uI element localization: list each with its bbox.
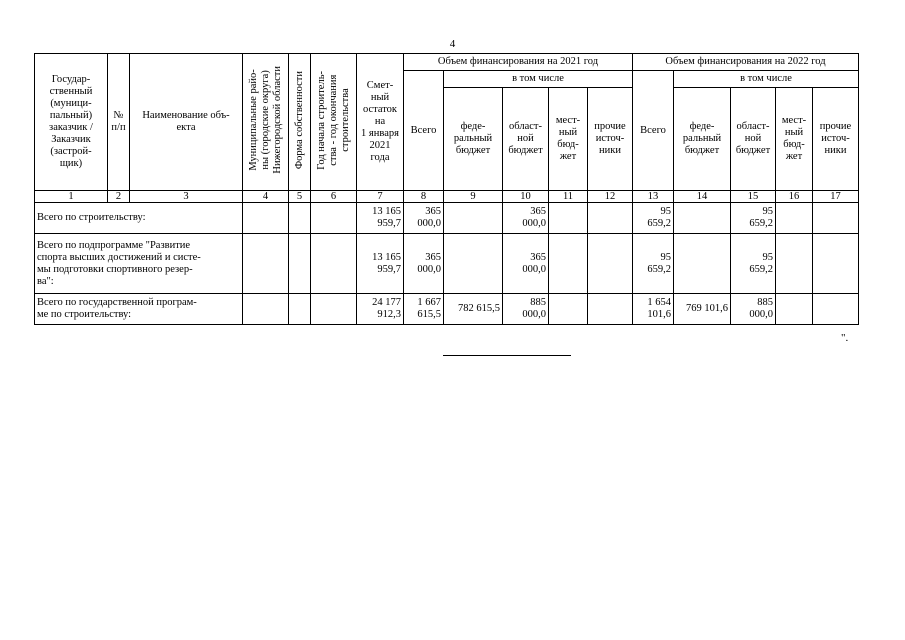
cell-col-10: 885 000,0 [503, 294, 549, 325]
separator-line [443, 355, 571, 356]
column-number-3: 3 [130, 191, 243, 203]
cell-col-13: 95 659,2 [633, 203, 674, 234]
header-regional-2022: област- ной бюджет [731, 88, 776, 191]
header-total-2022: Всего [633, 71, 674, 191]
cell-col-7: 13 165 959,7 [357, 234, 404, 294]
cell-col-14: 769 101,6 [674, 294, 731, 325]
column-number-8: 8 [404, 191, 444, 203]
header-local-2022: мест- ный бюд- жет [776, 88, 813, 191]
cell-col-5 [289, 203, 311, 234]
cell-col-10: 365 000,0 [503, 203, 549, 234]
row-label: Всего по государственной програм- ме по строительству: [35, 294, 243, 325]
cell-col-4 [243, 294, 289, 325]
cell-col-6 [311, 234, 357, 294]
cell-col-15: 95 659,2 [731, 203, 776, 234]
cell-col-8: 365 000,0 [404, 203, 444, 234]
header-regional-2021: област- ной бюджет [503, 88, 549, 191]
table-row [35, 234, 859, 294]
cell-col-11 [549, 234, 588, 294]
column-number-1: 1 [35, 191, 108, 203]
cell-col-4 [243, 203, 289, 234]
header-estimated-balance: Смет- ный остаток на 1 января 2021 года [357, 54, 404, 191]
table-row [35, 203, 859, 234]
column-number-4: 4 [243, 191, 289, 203]
row-label: Всего по строительству: [35, 203, 243, 234]
cell-col-5 [289, 294, 311, 325]
column-number-12: 12 [588, 191, 633, 203]
page-number: 4 [449, 38, 456, 50]
column-number-15: 15 [731, 191, 776, 203]
header-other-2021: прочие источ- ники [588, 88, 633, 191]
cell-col-13: 1 654 101,6 [633, 294, 674, 325]
column-number-10: 10 [503, 191, 549, 203]
cell-col-7: 24 177 912,3 [357, 294, 404, 325]
column-number-5: 5 [289, 191, 311, 203]
cell-col-9 [444, 234, 503, 294]
cell-col-6 [311, 294, 357, 325]
cell-col-4 [243, 234, 289, 294]
cell-col-15: 95 659,2 [731, 234, 776, 294]
header-customer: Государ- ственный (муници- пальный) заказчик / Заказчик (застрой- щик) [35, 54, 108, 191]
cell-col-12 [588, 234, 633, 294]
cell-col-6 [311, 203, 357, 234]
column-number-16: 16 [776, 191, 813, 203]
cell-col-16 [776, 203, 813, 234]
cell-col-11 [549, 294, 588, 325]
cell-col-7: 13 165 959,7 [357, 203, 404, 234]
cell-col-14 [674, 203, 731, 234]
header-number: № п/п [108, 54, 130, 191]
cell-col-15: 885 000,0 [731, 294, 776, 325]
column-number-13: 13 [633, 191, 674, 203]
header-total-2021: Всего [404, 71, 444, 191]
cell-col-8: 365 000,0 [404, 234, 444, 294]
column-number-17: 17 [813, 191, 859, 203]
cell-col-12 [588, 203, 633, 234]
cell-col-10: 365 000,0 [503, 234, 549, 294]
cell-col-16 [776, 294, 813, 325]
header-other-2022: прочие источ- ники [813, 88, 859, 191]
cell-col-9: 782 615,5 [444, 294, 503, 325]
closing-quote-mark: ". [841, 332, 849, 344]
column-number-7: 7 [357, 191, 404, 203]
cell-col-5 [289, 234, 311, 294]
cell-col-9 [444, 203, 503, 234]
header-municipal-districts: Муниципальные райо- ны (городские округа) Нижегородской области [243, 54, 289, 191]
header-financing-2021: Объем финансирования на 2021 год [404, 54, 633, 71]
header-local-2021: мест- ный бюд- жет [549, 88, 588, 191]
cell-col-17 [813, 234, 859, 294]
header-including-2021: в том числе [444, 71, 633, 88]
header-federal-2021: феде- ральный бюджет [444, 88, 503, 191]
cell-col-16 [776, 234, 813, 294]
cell-col-12 [588, 294, 633, 325]
table-row [35, 294, 859, 325]
header-ownership-form: Форма собственности [289, 54, 311, 191]
header-financing-2022: Объем финансирования на 2022 год [633, 54, 859, 71]
financing-table [34, 53, 859, 325]
column-number-2: 2 [108, 191, 130, 203]
cell-col-11 [549, 203, 588, 234]
column-number-11: 11 [549, 191, 588, 203]
cell-col-17 [813, 294, 859, 325]
column-number-6: 6 [311, 191, 357, 203]
column-number-14: 14 [674, 191, 731, 203]
header-construction-years: Год начала строитель- ства - год окончания строительства [311, 54, 357, 191]
header-including-2022: в том числе [674, 71, 859, 88]
header-object-name: Наименование объ- екта [130, 54, 243, 191]
cell-col-14 [674, 234, 731, 294]
column-number-9: 9 [444, 191, 503, 203]
column-number-row [35, 191, 859, 203]
cell-col-8: 1 667 615,5 [404, 294, 444, 325]
row-label: Всего по подпрограмме "Развитие спорта высших достижений и систе- мы подготовки спортивного резер- ва": [35, 234, 243, 294]
cell-col-13: 95 659,2 [633, 234, 674, 294]
cell-col-17 [813, 203, 859, 234]
header-federal-2022: феде- ральный бюджет [674, 88, 731, 191]
